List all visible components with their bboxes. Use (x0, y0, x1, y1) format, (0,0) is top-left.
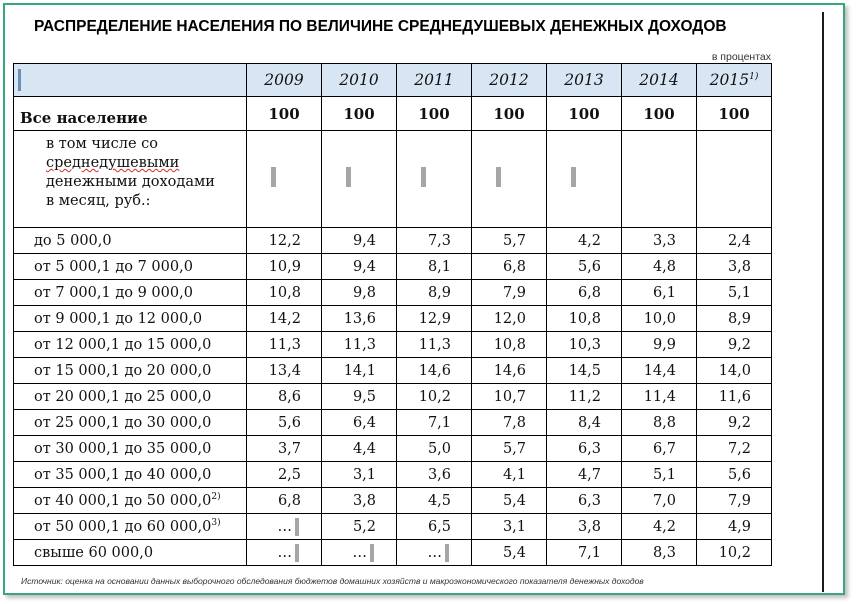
table-cell (247, 280, 322, 306)
table-cell (547, 131, 622, 228)
table-cell (697, 488, 772, 514)
cell-marker (421, 167, 426, 187)
row-label (14, 488, 247, 514)
table-cell: 100 (622, 97, 697, 131)
table-cell (472, 436, 547, 462)
row-label-text: от 12 000,1 до 15 000,0 (34, 336, 212, 353)
cell-value: 4,8 (652, 258, 676, 275)
table-cell (322, 410, 397, 436)
table-cell (622, 462, 697, 488)
cell-marker (346, 167, 351, 187)
table-cell (697, 306, 772, 332)
row-label-text: от 35 000,1 до 40 000,0 (34, 466, 212, 483)
table-cell (247, 131, 322, 228)
table-cell (547, 228, 622, 254)
table-cell (322, 358, 397, 384)
cell-value: 2,4 (727, 232, 751, 249)
cell-value: 10,8 (568, 310, 601, 327)
table-cell (697, 254, 772, 280)
table-cell (472, 384, 547, 410)
cell-value: … (277, 544, 292, 561)
row-label (14, 384, 247, 410)
table-cell: 100 (472, 97, 547, 131)
table-row (14, 488, 772, 514)
cell-value: 7,1 (427, 414, 451, 431)
table-cell (547, 384, 622, 410)
year-2015-note: 1) (749, 72, 759, 82)
table-cell (472, 332, 547, 358)
table-row (14, 410, 772, 436)
cell-value: 3,8 (727, 258, 751, 275)
cell-value: 7,1 (577, 544, 601, 561)
table-cell (397, 280, 472, 306)
table-cell (247, 332, 322, 358)
table-cell (622, 488, 697, 514)
cell-value: 10,2 (418, 388, 451, 405)
table-cell (622, 410, 697, 436)
cell-value: 4,9 (727, 518, 751, 535)
cell-value: 9,2 (727, 336, 751, 353)
cell-marker (496, 167, 501, 187)
table-cell (247, 462, 322, 488)
cell-value: 14,6 (493, 362, 526, 379)
row-footnote: 3) (211, 518, 221, 528)
table-cell: 100 (247, 97, 322, 131)
cell-value: 6,3 (577, 492, 601, 509)
table-cell (322, 131, 397, 228)
cell-value: 12,9 (418, 310, 451, 327)
cell-value: 8,4 (577, 414, 601, 431)
table-cell (247, 254, 322, 280)
cell-marker (295, 518, 299, 536)
cell-value: 8,3 (652, 544, 676, 561)
table-cell: 100 (697, 97, 772, 131)
table-cell (397, 254, 472, 280)
table-row (14, 462, 772, 488)
cell-value: 4,2 (652, 518, 676, 535)
cell-value: 12,2 (268, 232, 301, 249)
cell-value: 3,6 (427, 466, 451, 483)
cell-value: 14,5 (568, 362, 601, 379)
cell-value: 5,2 (352, 518, 376, 535)
cell-value: 6,8 (277, 492, 301, 509)
cell-value: 7,3 (427, 232, 451, 249)
table-cell (547, 358, 622, 384)
table-cell (472, 280, 547, 306)
cell-value: 5,1 (652, 466, 676, 483)
table-cell (322, 384, 397, 410)
cell-value: 5,6 (277, 414, 301, 431)
table-title: РАСПРЕДЕЛЕНИЕ НАСЕЛЕНИЯ ПО ВЕЛИЧИНЕ СРЕДНЕДУШЕВЫХ ДЕНЕЖНЫХ ДОХОДОВ (34, 18, 727, 35)
row-label-text: от 50 000,1 до 60 000,0 (34, 519, 212, 535)
year-2010: 2010 (322, 64, 397, 97)
table-cell (247, 540, 322, 566)
table-cell (547, 306, 622, 332)
cell-value: 3,1 (502, 518, 526, 535)
table-cell (547, 332, 622, 358)
table-cell (697, 462, 772, 488)
cell-value: 10,8 (493, 336, 526, 353)
table-cell (547, 254, 622, 280)
table-cell (622, 254, 697, 280)
row-label-text: от 7 000,1 до 9 000,0 (34, 284, 193, 301)
table-cell (547, 540, 622, 566)
cell-marker (370, 544, 374, 562)
table-cell (697, 131, 772, 228)
table-cell (697, 514, 772, 540)
cell-value: 6,8 (577, 284, 601, 301)
cell-marker (571, 167, 576, 187)
cell-value: 8,8 (652, 414, 676, 431)
source-note: Источник: оценка на основании данных выборочного обследования бюджетов домашних хозяйств и макроэкономического показателя денежных доходов (21, 576, 644, 586)
table-cell (472, 306, 547, 332)
cell-value: 3,1 (352, 466, 376, 483)
year-2013: 2013 (547, 64, 622, 97)
row-label-text: от 20 000,1 до 25 000,0 (34, 388, 212, 405)
table-cell (322, 540, 397, 566)
table-cell (322, 332, 397, 358)
table-cell (697, 358, 772, 384)
cell-value: 5,7 (502, 440, 526, 457)
income-distribution-table (13, 63, 772, 566)
table-cell (247, 488, 322, 514)
cell-value: 4,4 (352, 440, 376, 457)
table-cell (472, 514, 547, 540)
table-cell (622, 514, 697, 540)
year-2014: 2014 (622, 64, 697, 97)
cell-value: 6,4 (352, 414, 376, 431)
including-label (14, 131, 247, 228)
cell-value: 9,4 (352, 258, 376, 275)
year-2012: 2012 (472, 64, 547, 97)
table-cell (697, 384, 772, 410)
table-cell (697, 540, 772, 566)
cell-value: … (352, 544, 367, 561)
cell-value: 4,5 (427, 492, 451, 509)
table-cell (697, 436, 772, 462)
table-cell (397, 514, 472, 540)
cell-value: 11,3 (343, 336, 376, 353)
table-cell (622, 358, 697, 384)
cell-value: 6,8 (502, 258, 526, 275)
cell-marker (271, 167, 276, 187)
cell-value: 5,6 (727, 466, 751, 483)
table-cell (397, 332, 472, 358)
table-cell (397, 131, 472, 228)
row-tab-marker (18, 69, 21, 91)
table-cell (397, 436, 472, 462)
cell-value: 4,1 (502, 466, 526, 483)
cell-value: 8,9 (727, 310, 751, 327)
row-label-text: от 30 000,1 до 35 000,0 (34, 440, 212, 457)
cell-value: 3,8 (577, 518, 601, 535)
cell-value: 12,0 (493, 310, 526, 327)
table-cell (622, 436, 697, 462)
cell-value: 9,4 (352, 232, 376, 249)
table-cell (472, 254, 547, 280)
cell-value: 10,0 (643, 310, 676, 327)
cell-value: 5,7 (502, 232, 526, 249)
header-row (14, 64, 772, 97)
cell-value: 6,3 (577, 440, 601, 457)
row-label (14, 462, 247, 488)
cell-value: 8,1 (427, 258, 451, 275)
cell-value: 14,6 (418, 362, 451, 379)
table-row (14, 384, 772, 410)
table-cell (697, 410, 772, 436)
cell-value: 5,6 (577, 258, 601, 275)
cell-value: 14,2 (268, 310, 301, 327)
table-cell (547, 410, 622, 436)
table-cell (397, 228, 472, 254)
table-cell (622, 332, 697, 358)
cell-value: 10,7 (493, 388, 526, 405)
all-population-row (14, 97, 772, 131)
cell-value: 11,4 (643, 388, 676, 405)
table-cell (247, 228, 322, 254)
row-label-text: от 40 000,1 до 50 000,0 (34, 493, 212, 509)
table-cell (472, 410, 547, 436)
table-cell (472, 228, 547, 254)
cell-value: 9,8 (352, 284, 376, 301)
row-label-text: от 15 000,1 до 20 000,0 (34, 362, 212, 379)
cell-marker (445, 544, 449, 562)
cell-value: 14,1 (343, 362, 376, 379)
cell-value: 11,2 (568, 388, 601, 405)
row-label (14, 436, 247, 462)
cell-value: 3,3 (652, 232, 676, 249)
cell-value: 7,0 (652, 492, 676, 509)
table-row (14, 332, 772, 358)
cell-value: 5,1 (727, 284, 751, 301)
row-label (14, 306, 247, 332)
year-2015-label: 2015 (709, 71, 750, 89)
cell-value: 11,3 (268, 336, 301, 353)
cell-value: 9,2 (727, 414, 751, 431)
row-label-text: от 25 000,1 до 30 000,0 (34, 414, 212, 431)
year-2015 (697, 64, 772, 97)
table-cell (697, 332, 772, 358)
table-cell (397, 410, 472, 436)
cell-value: 2,5 (277, 466, 301, 483)
cell-value: 14,0 (718, 362, 751, 379)
cell-value: 8,6 (277, 388, 301, 405)
cell-value: 4,7 (577, 466, 601, 483)
row-label (14, 514, 247, 540)
cell-value: 11,3 (418, 336, 451, 353)
table-cell (472, 358, 547, 384)
table-cell (622, 280, 697, 306)
including-line-3: денежными доходами (46, 174, 215, 190)
table-row (14, 436, 772, 462)
table-cell (697, 280, 772, 306)
header-corner (14, 64, 247, 97)
table-row (14, 514, 772, 540)
table-cell (547, 280, 622, 306)
table-cell (247, 306, 322, 332)
table-row (14, 280, 772, 306)
table-row (14, 228, 772, 254)
cell-value: 6,1 (652, 284, 676, 301)
table-cell (472, 131, 547, 228)
table-row (14, 358, 772, 384)
table-cell (622, 384, 697, 410)
table-cell (397, 540, 472, 566)
row-label (14, 358, 247, 384)
table-cell (397, 306, 472, 332)
table-cell (622, 540, 697, 566)
table-cell (247, 436, 322, 462)
cell-value: 6,7 (652, 440, 676, 457)
including-line-4: в месяц, руб.: (46, 193, 151, 209)
table-row (14, 540, 772, 566)
table-cell (472, 488, 547, 514)
unit-note: в процентах (711, 51, 771, 63)
row-label (14, 540, 247, 566)
including-line-1: в том числе со (46, 136, 159, 152)
cell-value: 5,0 (427, 440, 451, 457)
table-cell (547, 436, 622, 462)
cell-marker (295, 544, 299, 562)
table-cell (322, 488, 397, 514)
year-2009: 2009 (247, 64, 322, 97)
cell-value: 3,8 (352, 492, 376, 509)
cell-value: 10,9 (268, 258, 301, 275)
table-cell (247, 358, 322, 384)
table-row (14, 306, 772, 332)
cell-value: 10,8 (268, 284, 301, 301)
including-line-2: среднедушевыми (46, 155, 180, 171)
cell-value: 9,9 (652, 336, 676, 353)
table-cell (547, 514, 622, 540)
table-cell (247, 410, 322, 436)
row-label-text: от 9 000,1 до 12 000,0 (34, 310, 203, 327)
table-cell (322, 254, 397, 280)
cell-value: 7,2 (727, 440, 751, 457)
table-cell (622, 306, 697, 332)
all-population-label: Все население (14, 97, 247, 131)
table-cell (322, 306, 397, 332)
cell-value: 7,9 (727, 492, 751, 509)
cell-value: 5,4 (502, 492, 526, 509)
cell-value: 14,4 (643, 362, 676, 379)
cell-value: … (427, 544, 442, 561)
table-cell (247, 514, 322, 540)
table-cell (397, 384, 472, 410)
table-cell: 100 (322, 97, 397, 131)
cell-value: 6,5 (427, 518, 451, 535)
table-cell (322, 228, 397, 254)
table-cell (547, 488, 622, 514)
table-cell (697, 228, 772, 254)
year-2011: 2011 (397, 64, 472, 97)
row-label (14, 280, 247, 306)
table-cell (322, 280, 397, 306)
row-label (14, 332, 247, 358)
table-cell (397, 462, 472, 488)
table-cell: 100 (547, 97, 622, 131)
cell-value: … (277, 518, 292, 535)
cell-value: 8,9 (427, 284, 451, 301)
cell-value: 3,7 (277, 440, 301, 457)
table-cell (472, 540, 547, 566)
table-cell (322, 436, 397, 462)
table-cell (322, 514, 397, 540)
cell-value: 11,6 (718, 388, 751, 405)
table-cell (547, 462, 622, 488)
cell-value: 7,9 (502, 284, 526, 301)
row-label (14, 410, 247, 436)
cell-value: 7,8 (502, 414, 526, 431)
row-label-text: свыше 60 000,0 (34, 544, 154, 561)
cell-value: 4,2 (577, 232, 601, 249)
table-cell (247, 384, 322, 410)
row-label (14, 228, 247, 254)
table-cell (622, 131, 697, 228)
table-cell (397, 358, 472, 384)
cell-value: 9,5 (352, 388, 376, 405)
cell-value: 13,6 (343, 310, 376, 327)
including-row (14, 131, 772, 228)
table-cell (397, 488, 472, 514)
table-cell (622, 228, 697, 254)
table-row (14, 254, 772, 280)
table-cell: 100 (397, 97, 472, 131)
cell-value: 5,4 (502, 544, 526, 561)
cell-value: 10,3 (568, 336, 601, 353)
page-edge-line (822, 12, 824, 592)
row-label-text: до 5 000,0 (34, 232, 112, 249)
row-label (14, 254, 247, 280)
table-cell (472, 462, 547, 488)
row-label-text: от 5 000,1 до 7 000,0 (34, 258, 193, 275)
row-footnote: 2) (211, 492, 221, 502)
table-cell (322, 462, 397, 488)
cell-value: 13,4 (268, 362, 301, 379)
cell-value: 10,2 (718, 544, 751, 561)
